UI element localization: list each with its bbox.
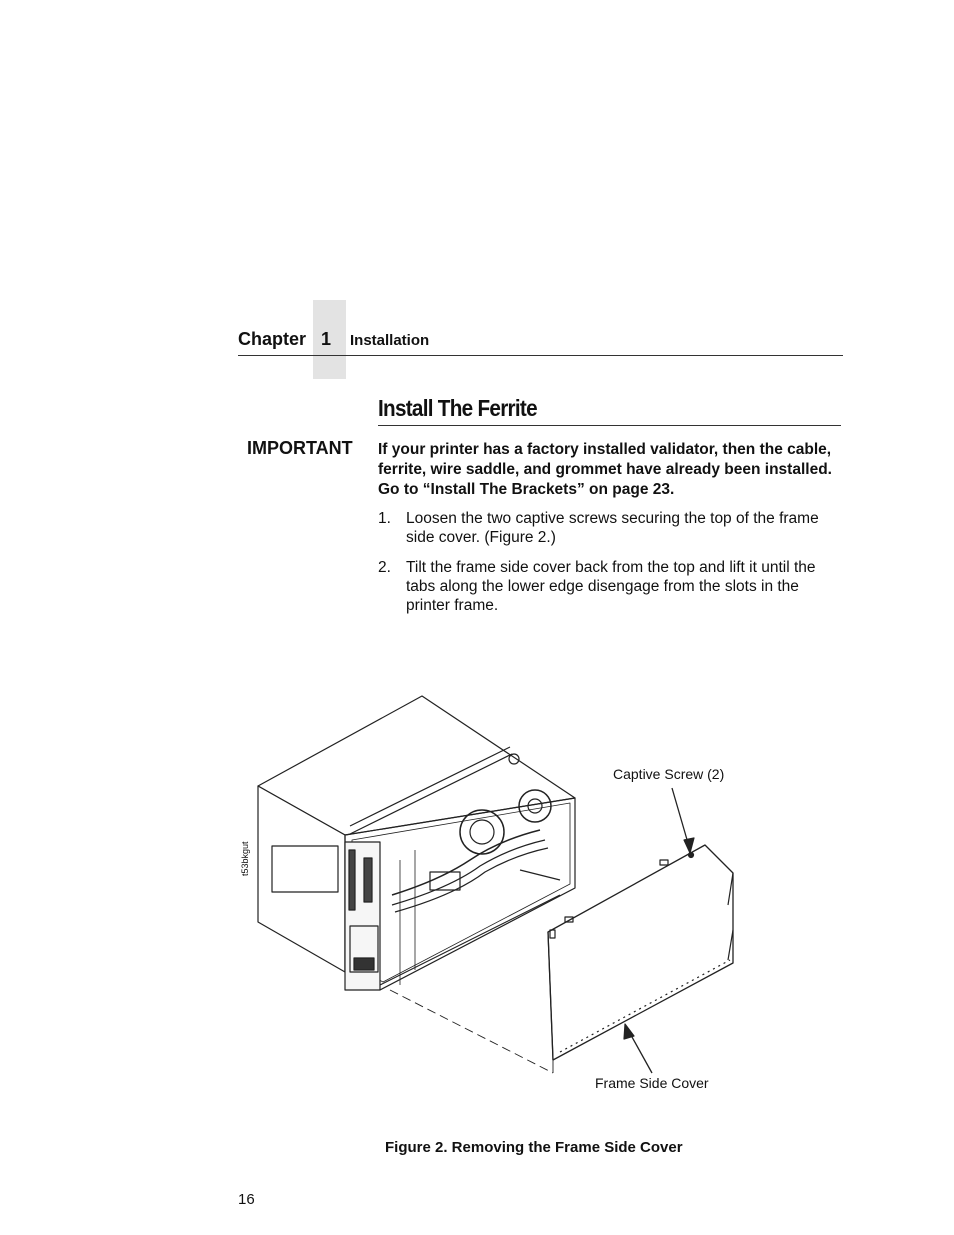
step-text: Loosen the two captive screws securing the top of the frame side cover. (Figure 2.) xyxy=(406,510,819,546)
figure-caption: Figure 2. Removing the Frame Side Cover xyxy=(385,1139,683,1156)
frame-side-cover xyxy=(548,845,733,1060)
printer-figure xyxy=(230,680,750,1090)
step-number: 1. xyxy=(378,510,391,527)
page-number: 16 xyxy=(238,1191,255,1208)
important-text: If your printer has a factory installed validator, then the cable, ferrite, wire saddle, and grommet have already been installed. Go to “Install The Brackets” on page 23. xyxy=(378,441,832,498)
step-number: 2. xyxy=(378,559,391,576)
chapter-number: 1 xyxy=(321,329,332,349)
callout-captive-screw: Captive Screw (2) xyxy=(613,766,725,782)
step-text: Tilt the frame side cover back from the top and lift it until the tabs along the lower edge disengage from the slots in the printer frame. xyxy=(406,559,816,614)
header-rule xyxy=(238,355,843,356)
important-label: IMPORTANT xyxy=(247,438,353,458)
drawing-code: t53bkgut xyxy=(240,841,250,876)
callout-frame-side-cover: Frame Side Cover xyxy=(595,1075,709,1091)
section-title: Install The Ferrite xyxy=(378,395,537,421)
section-rule xyxy=(378,425,841,426)
chapter-label: Chapter xyxy=(238,329,307,349)
chapter-title: Installation xyxy=(350,332,430,349)
